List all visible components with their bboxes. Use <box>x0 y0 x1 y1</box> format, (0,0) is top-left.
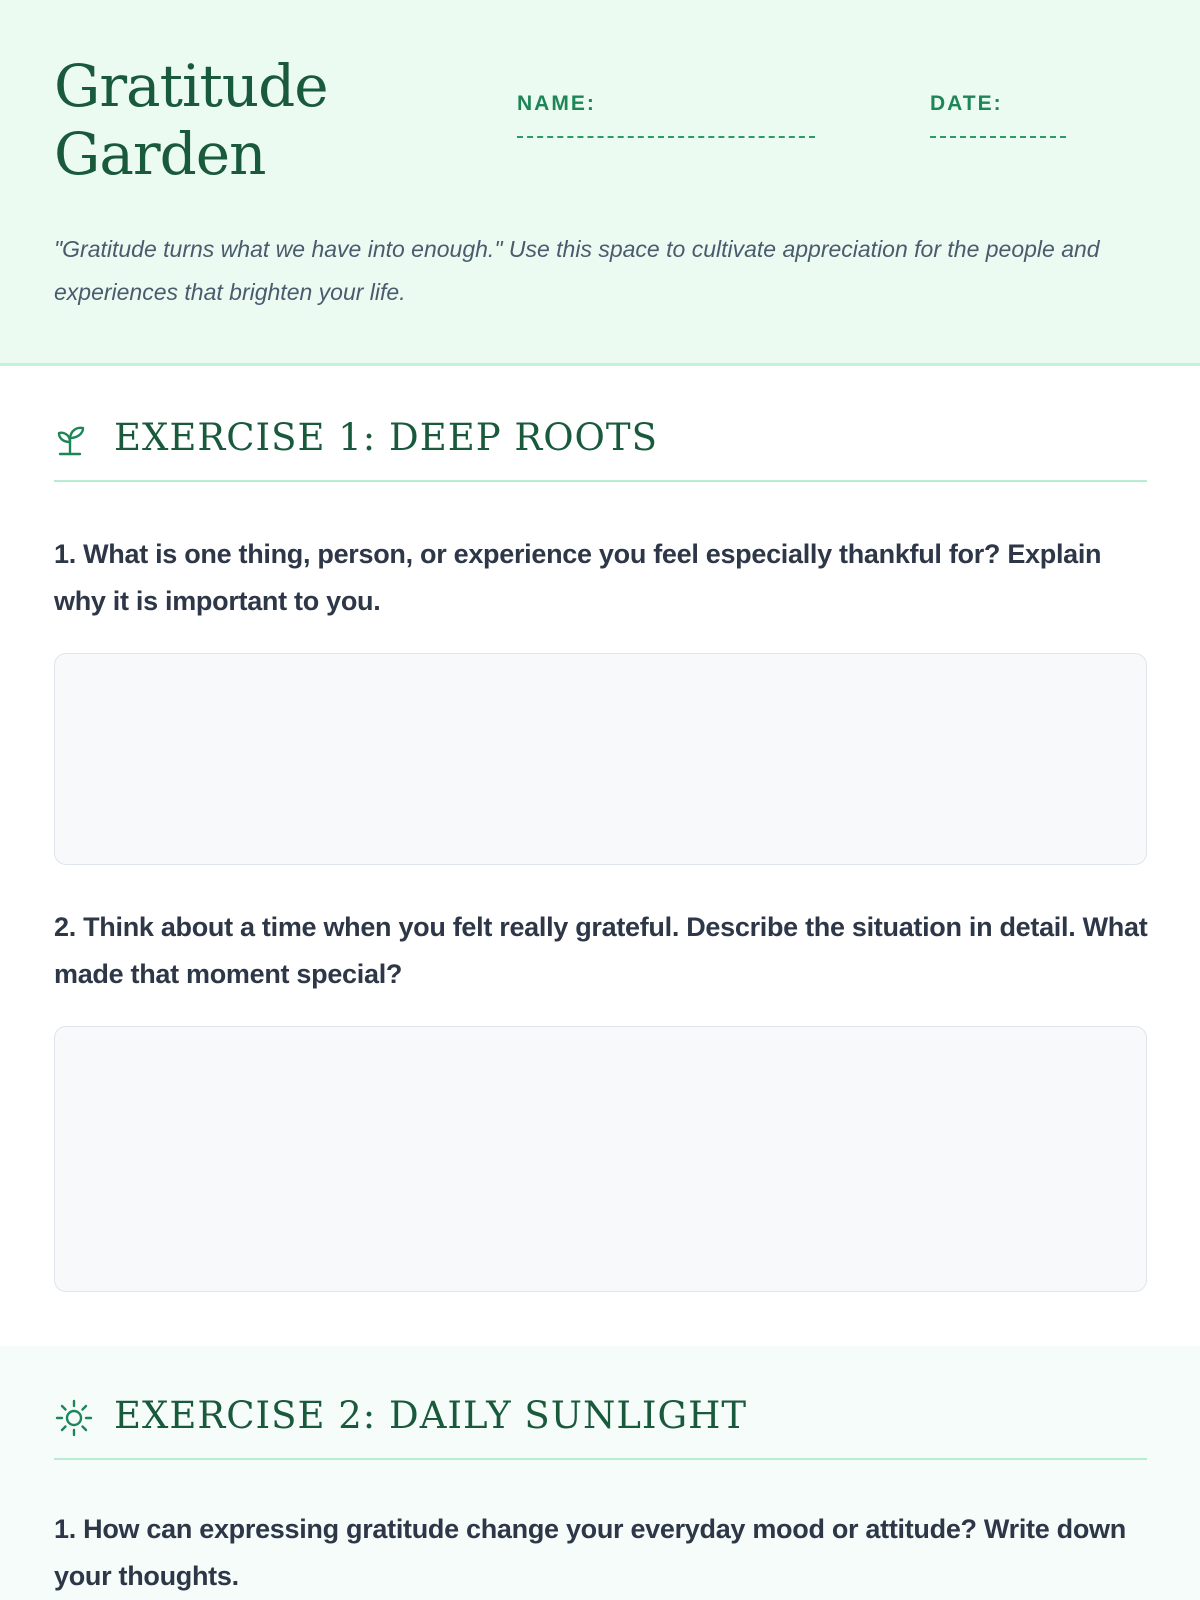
exercise-1-heading <box>54 410 1147 482</box>
worksheet-title <box>54 52 328 188</box>
name-label: NAME: <box>517 92 596 115</box>
name-field[interactable] <box>517 92 815 138</box>
name-line[interactable] <box>517 136 815 138</box>
exercise-1-question-1: 1. What is one thing, person, or experience you feel especially thankful for? Explain why it is important to you. <box>54 539 1102 616</box>
worksheet-header <box>0 0 1200 366</box>
date-field[interactable] <box>930 92 1066 138</box>
sprout-icon <box>54 420 94 460</box>
title-line-1: Gratitude <box>54 52 328 120</box>
intro-quote: "Gratitude turns what we have into enough." Use this space to cultivate appreciation for the people and experiences that brighten your life. <box>54 236 1100 305</box>
exercise-2-question-1: 1. How can expressing gratitude change your everyday mood or attitude? Write down your thoughts. <box>54 1514 1126 1591</box>
exercise-1-section <box>0 366 1200 1346</box>
exercise-1-answer-2[interactable] <box>54 1026 1147 1292</box>
date-line[interactable] <box>930 136 1066 138</box>
exercise-1-question-2: 2. Think about a time when you felt really grateful. Describe the situation in detail. What made that moment special? <box>54 912 1148 989</box>
sun-icon <box>54 1398 94 1438</box>
exercise-2-section <box>0 1346 1200 1600</box>
title-line-2: Garden <box>54 120 266 188</box>
exercise-2-title: EXERCISE 2: DAILY SUNLIGHT <box>114 1394 748 1437</box>
exercise-1-answer-1[interactable] <box>54 653 1147 865</box>
exercise-2-heading <box>54 1388 1147 1460</box>
date-label: DATE: <box>930 92 1003 115</box>
exercise-1-title: EXERCISE 1: DEEP ROOTS <box>114 416 658 459</box>
